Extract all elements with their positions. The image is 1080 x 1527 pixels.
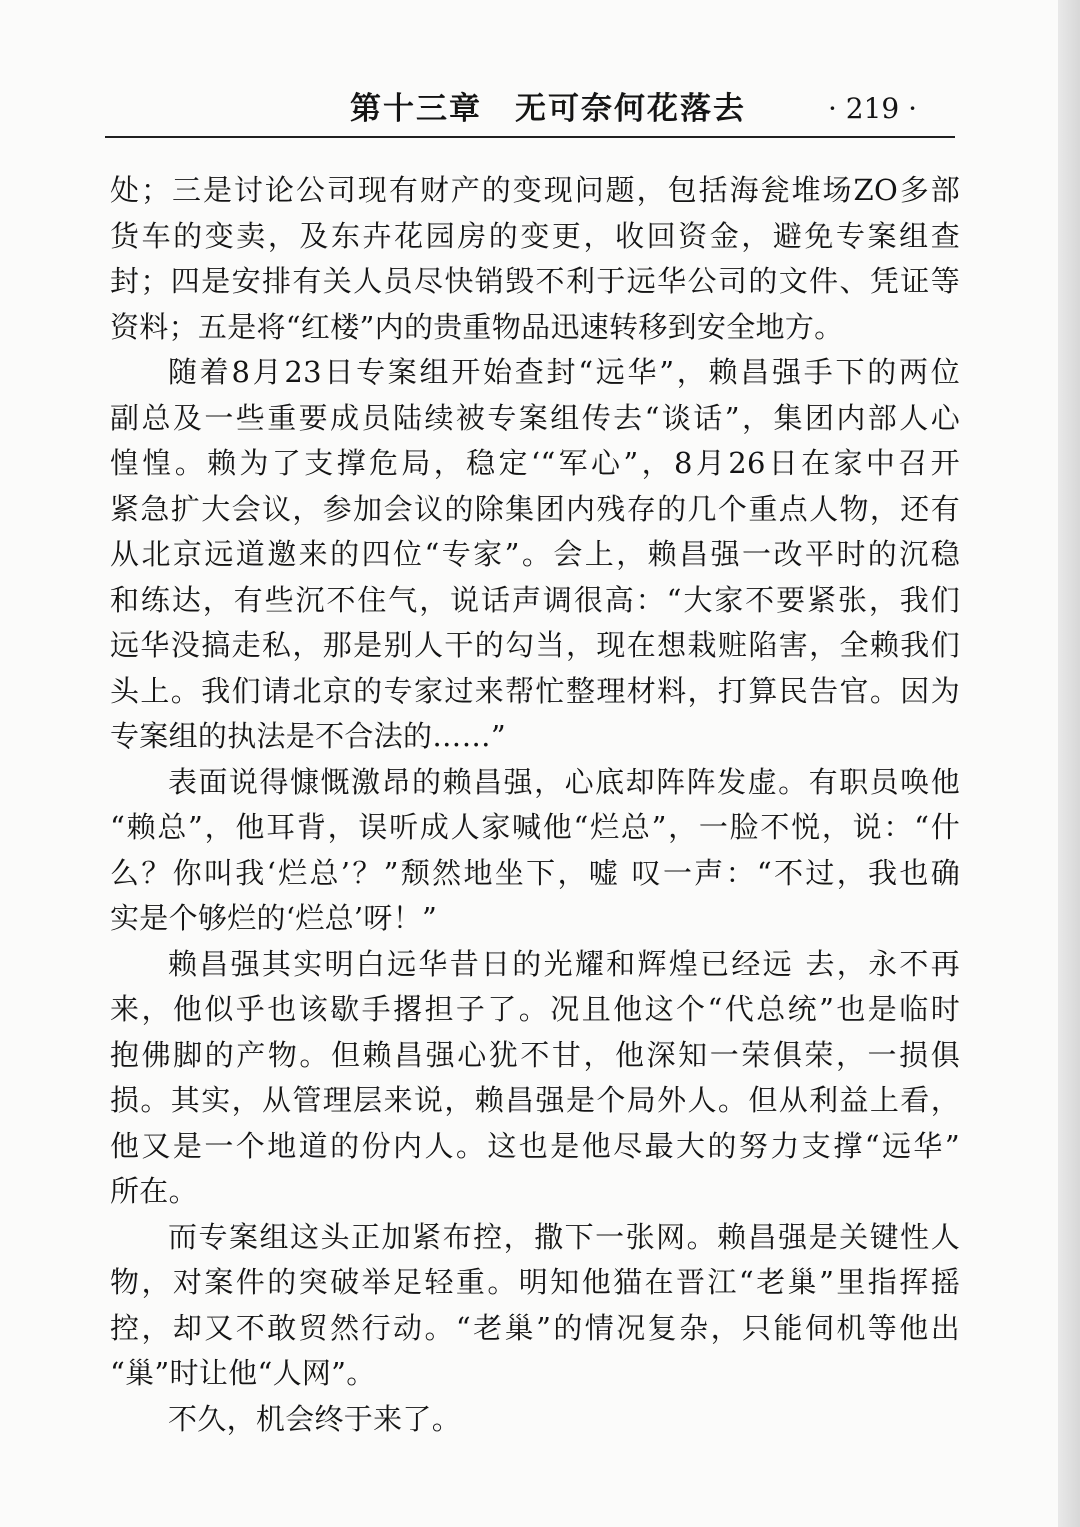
text-line: 所在。 — [110, 1174, 198, 1208]
page-edge-shadow — [1058, 0, 1080, 1527]
text-line: 副总及一些重要成员陆续被专案组传去“谈话”，集团内部人心 — [110, 400, 960, 435]
header-rule — [105, 136, 955, 138]
text-line: 物，对案件的突破举足轻重。明知他猫在晋江“老巢”里指挥摇 — [110, 1265, 960, 1299]
text-line: 表面说得慷慨激昂的赖昌强，心底却阵阵发虚。有职员唤他 — [168, 764, 960, 799]
text-line: 损。其实，从管理层来说，赖昌强是个局外人。但从利益上看， — [110, 1083, 960, 1117]
text-line: 赖昌强其实明白远华昔日的光耀和辉煌已经远 去，永不再 — [168, 946, 960, 981]
text-line: 随着8月23日专案组开始查封“远华”，赖昌强手下的两位 — [168, 355, 960, 389]
text-line: 抱佛脚的产物。但赖昌强心犹不甘，他深知一荣俱荣，一损俱 — [110, 1037, 960, 1072]
text-line: 惶惶。赖为了支撑危局，稳定‘“军心”，8月26日在家中召开 — [110, 446, 960, 480]
text-line: 专案组的执法是不合法的……” — [110, 719, 507, 753]
text-line: 来，他似乎也该歇手撂担子了。况且他这个“代总统”也是临时 — [110, 992, 960, 1026]
text-line: 而专案组这头正加紧布控，撒下一张网。赖昌强是关键性人 — [168, 1219, 960, 1254]
text-line: 实是个够烂的‘烂总’呀！” — [110, 901, 438, 935]
text-line: 不久，机会终于来了。 — [168, 1401, 462, 1436]
page-number: · 219 · — [827, 92, 917, 125]
text-line: 货车的变卖，及东卉花园房的变更，收回资金，避免专案组查 — [110, 218, 960, 253]
running-header — [105, 88, 955, 130]
text-line: “巢”时让他“人网”。 — [110, 1356, 376, 1390]
text-line: 紧急扩大会议，参加会议的除集团内残存的几个重点人物，还有 — [110, 491, 960, 526]
body-text — [110, 168, 960, 1442]
text-line: 资料；五是将“红楼”内的贵重物品迅速转移到安全地方。 — [110, 309, 844, 344]
text-line: 么？你叫我‘烂总’？”颓然地坐下，嘘 叹一声：“不过，我也确 — [110, 855, 960, 890]
text-line: 从北京远道邀来的四位“专家”。会上，赖昌强一改平时的沉稳 — [110, 537, 960, 571]
text-line: 他又是一个地道的份内人。这也是他尽最大的努力支撑“远华” — [110, 1128, 960, 1163]
text-line: 封；四是安排有关人员尽快销毁不利于远华公司的文件、凭证等 — [110, 264, 960, 298]
text-line: “赖总”，他耳背，误听成人家喊他“烂总”，一脸不悦，说：“什 — [110, 810, 960, 844]
chapter-title: 第十三章 无可奈何花落去 — [350, 91, 746, 127]
text-line: 控，却又不敢贸然行动。“老巢”的情况复杂，只能伺机等他出 — [110, 1310, 960, 1345]
text-line: 远华没搞走私，那是别人干的勾当，现在想栽赃陷害，全赖我们 — [110, 628, 960, 662]
text-line: 处；三是讨论公司现有财产的变现问题，包括海瓮堆场ZO多部 — [110, 173, 960, 207]
text-line: 头上。我们请北京的专家过来帮忙整理材料，打算民告官。因为 — [110, 673, 960, 708]
text-line: 和练达，有些沉不住气，说话声调很高：“大家不要紧张，我们 — [110, 582, 960, 617]
